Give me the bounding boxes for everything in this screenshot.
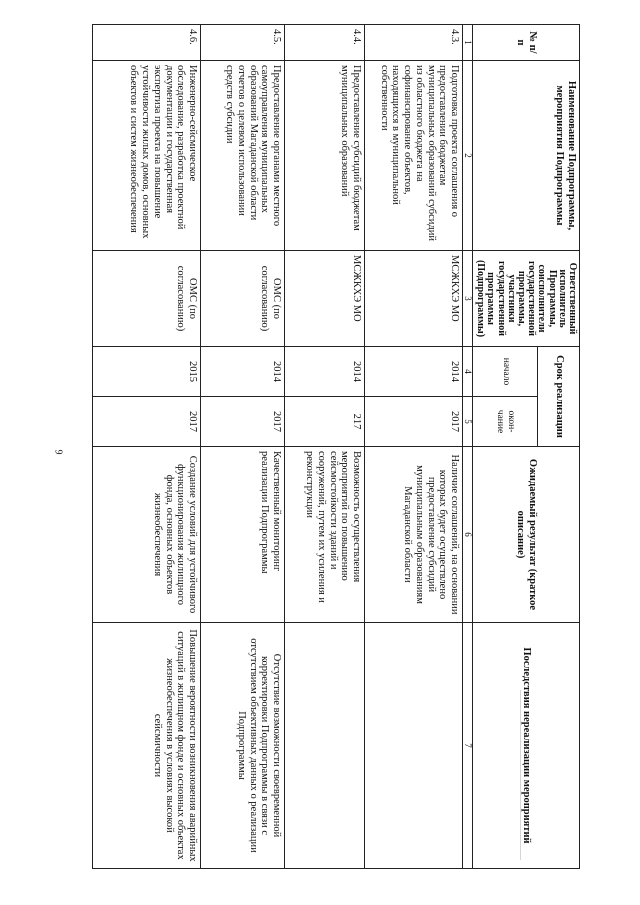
column-number: 1 [463,25,473,61]
row-executor: ОМС (по согласованию) [93,251,201,347]
row-end: 2017 [201,397,285,447]
row-executor: ОМС (по согласованию) [201,251,285,347]
row-num: 4.4. [285,25,365,61]
header-end: окон-чание [473,397,538,447]
row-consequences [285,623,365,869]
header-executor: Ответственный исполнитель Программы, соисполнители государственной программы, участники государственной программы (Подпрограммы) [473,251,580,347]
row-num: 4.5. [201,25,285,61]
row-start: 2015 [93,347,201,397]
row-name: Инженерно-сейсмическое обследование, разработка проектной документации и государственная экспертиза проекта на повышение устойчивости жилых домов, основных объектов и систем жизнеобеспечения [93,61,201,251]
header-row [538,25,580,869]
column-number: 2 [463,61,473,251]
header-name: Наименование Подпрограммы, мероприятия Подпрограммы [473,61,580,251]
row-consequences [365,623,463,869]
column-numbers-row [463,25,473,869]
activities-table [92,24,580,869]
header-num: № п/п [473,25,580,61]
row-result: Наличие соглашений, на основании которых будет осуществлено предоставление субсидий муниципальным образованиям Магаданской области [365,447,463,623]
table-row [201,25,285,869]
header-term: Срок реализации [538,347,580,447]
column-number: 3 [463,251,473,347]
row-num: 4.6. [93,25,201,61]
row-consequences: Отсутствие возможности своевременной корректировки Подпрограммы в связи с отсутствием объективных данных о реализации Подпрограммы [201,623,285,869]
rotated-page-content [60,24,580,868]
row-name: Предоставление субсидий бюджетам муниципальных образований [285,61,365,251]
row-name: Подготовка проекта соглашения о предоставлении бюджетам муниципальных образований субсидий из областного бюджета на софинансирование объектов, находящихся в муниципальной собственности [365,61,463,251]
column-number: 7 [463,623,473,869]
row-start: 2014 [285,347,365,397]
table-row [93,25,201,869]
row-name: Предоставление органами местного самоуправления муниципальных образований Магаданской области отчетов о целевом использовании средств субсидии [201,61,285,251]
row-result: Возможность осуществления мероприятий по повышению сейсмостойкости зданий и сооружений, путем их усиления и реконструкции [285,447,365,623]
header-result: Ожидаемый результат (краткое описание) [473,447,580,623]
scan-artifact-line [520,690,521,860]
header-consequences: Последствия нереализации мероприятий [473,623,580,869]
column-number: 6 [463,447,473,623]
header-start: начало [473,347,538,397]
column-number: 5 [463,397,473,447]
row-consequences: Повышение вероятности возникновения аварийных ситуаций в жилищном фонде и основных объектах жизнеобеспечения в условиях высокой сейсмичности [93,623,201,869]
row-executor: МСЖКХЭ МО [285,251,365,347]
row-end: 217 [285,397,365,447]
row-result: Качественный мониторинг реализации Подпрограммы [201,447,285,623]
row-executor: МСЖКХЭ МО [365,251,463,347]
row-num: 4.3. [365,25,463,61]
table-row [285,25,365,869]
row-end: 2017 [93,397,201,447]
row-result: Создание условий для устойчивого функционирования жилищного фонда, основных объектов жизнеобеспечения [93,447,201,623]
row-end: 2017 [365,397,463,447]
row-start: 2014 [201,347,285,397]
table-row [365,25,463,869]
page-number: 9 [52,449,64,455]
row-start: 2014 [365,347,463,397]
column-number: 4 [463,347,473,397]
